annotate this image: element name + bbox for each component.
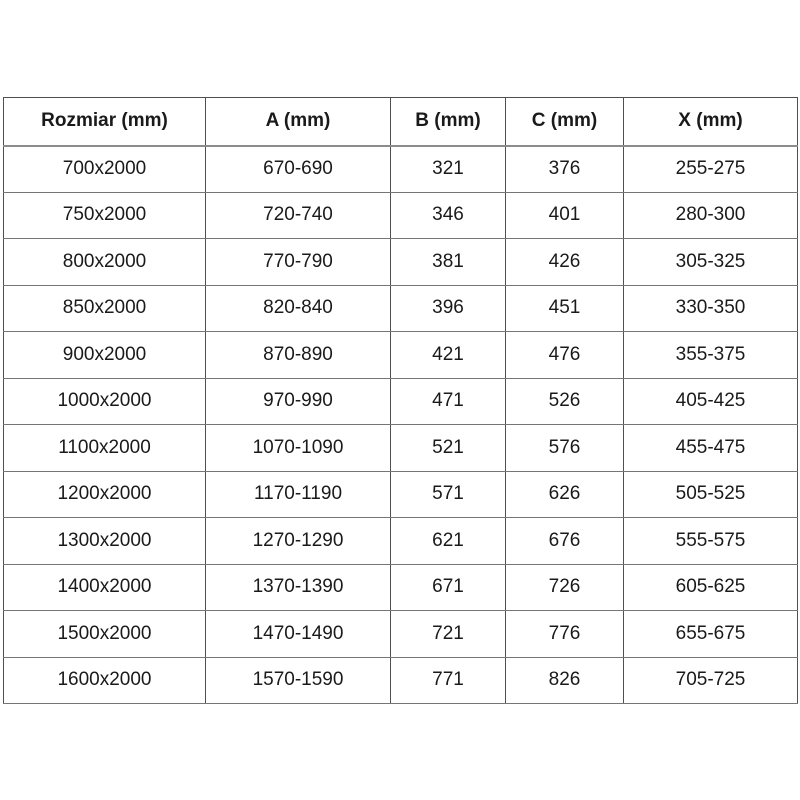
table-row xyxy=(4,192,798,239)
table-row xyxy=(4,285,798,332)
table-row xyxy=(4,564,798,611)
table-cell: 1470-1490 xyxy=(206,611,391,658)
table-cell: 526 xyxy=(506,378,624,425)
table-cell: 571 xyxy=(391,471,506,518)
table-cell: 700x2000 xyxy=(4,146,206,193)
table-cell: 521 xyxy=(391,425,506,472)
table-cell: 770-790 xyxy=(206,239,391,286)
table-cell: 1300x2000 xyxy=(4,518,206,565)
table-cell: 671 xyxy=(391,564,506,611)
table-cell: 800x2000 xyxy=(4,239,206,286)
table-row xyxy=(4,611,798,658)
table-cell: 676 xyxy=(506,518,624,565)
table-cell: 900x2000 xyxy=(4,332,206,379)
table-cell: 421 xyxy=(391,332,506,379)
table-cell: 321 xyxy=(391,146,506,193)
table-cell: 820-840 xyxy=(206,285,391,332)
table-cell: 1370-1390 xyxy=(206,564,391,611)
table-cell: 376 xyxy=(506,146,624,193)
table-row xyxy=(4,425,798,472)
table-cell: 621 xyxy=(391,518,506,565)
table-cell: 655-675 xyxy=(624,611,798,658)
table-cell: 771 xyxy=(391,657,506,704)
table-cell: 605-625 xyxy=(624,564,798,611)
table-cell: 396 xyxy=(391,285,506,332)
table-cell: 505-525 xyxy=(624,471,798,518)
table-row xyxy=(4,518,798,565)
table-cell: 280-300 xyxy=(624,192,798,239)
column-header-c: C (mm) xyxy=(506,98,624,146)
column-header-x: X (mm) xyxy=(624,98,798,146)
table-cell: 850x2000 xyxy=(4,285,206,332)
table-row xyxy=(4,332,798,379)
table-cell: 401 xyxy=(506,192,624,239)
table-cell: 471 xyxy=(391,378,506,425)
table-cell: 870-890 xyxy=(206,332,391,379)
table-cell: 255-275 xyxy=(624,146,798,193)
table-cell: 405-425 xyxy=(624,378,798,425)
table-cell: 776 xyxy=(506,611,624,658)
table-row xyxy=(4,378,798,425)
column-header-a: A (mm) xyxy=(206,98,391,146)
table-cell: 1270-1290 xyxy=(206,518,391,565)
table-cell: 451 xyxy=(506,285,624,332)
table-cell: 576 xyxy=(506,425,624,472)
table-cell: 1400x2000 xyxy=(4,564,206,611)
table-cell: 330-350 xyxy=(624,285,798,332)
table-cell: 381 xyxy=(391,239,506,286)
table-cell: 1570-1590 xyxy=(206,657,391,704)
table-cell: 305-325 xyxy=(624,239,798,286)
table-row xyxy=(4,146,798,193)
table-cell: 1600x2000 xyxy=(4,657,206,704)
table-cell: 1500x2000 xyxy=(4,611,206,658)
table-cell: 346 xyxy=(391,192,506,239)
column-header-b: B (mm) xyxy=(391,98,506,146)
table-cell: 670-690 xyxy=(206,146,391,193)
table-cell: 1200x2000 xyxy=(4,471,206,518)
table-cell: 970-990 xyxy=(206,378,391,425)
table-cell: 720-740 xyxy=(206,192,391,239)
table-cell: 626 xyxy=(506,471,624,518)
dimensions-table xyxy=(3,97,798,704)
table-row xyxy=(4,657,798,704)
table-cell: 705-725 xyxy=(624,657,798,704)
table-cell: 355-375 xyxy=(624,332,798,379)
table-cell: 1070-1090 xyxy=(206,425,391,472)
table-cell: 750x2000 xyxy=(4,192,206,239)
table-cell: 1000x2000 xyxy=(4,378,206,425)
table-row xyxy=(4,239,798,286)
table-row xyxy=(4,471,798,518)
table-cell: 555-575 xyxy=(624,518,798,565)
table-cell: 826 xyxy=(506,657,624,704)
table-cell: 455-475 xyxy=(624,425,798,472)
table-cell: 726 xyxy=(506,564,624,611)
table-cell: 1100x2000 xyxy=(4,425,206,472)
header-row xyxy=(4,98,798,146)
table-cell: 1170-1190 xyxy=(206,471,391,518)
column-header-rozmiar: Rozmiar (mm) xyxy=(4,98,206,146)
table-cell: 476 xyxy=(506,332,624,379)
table-cell: 426 xyxy=(506,239,624,286)
table-cell: 721 xyxy=(391,611,506,658)
